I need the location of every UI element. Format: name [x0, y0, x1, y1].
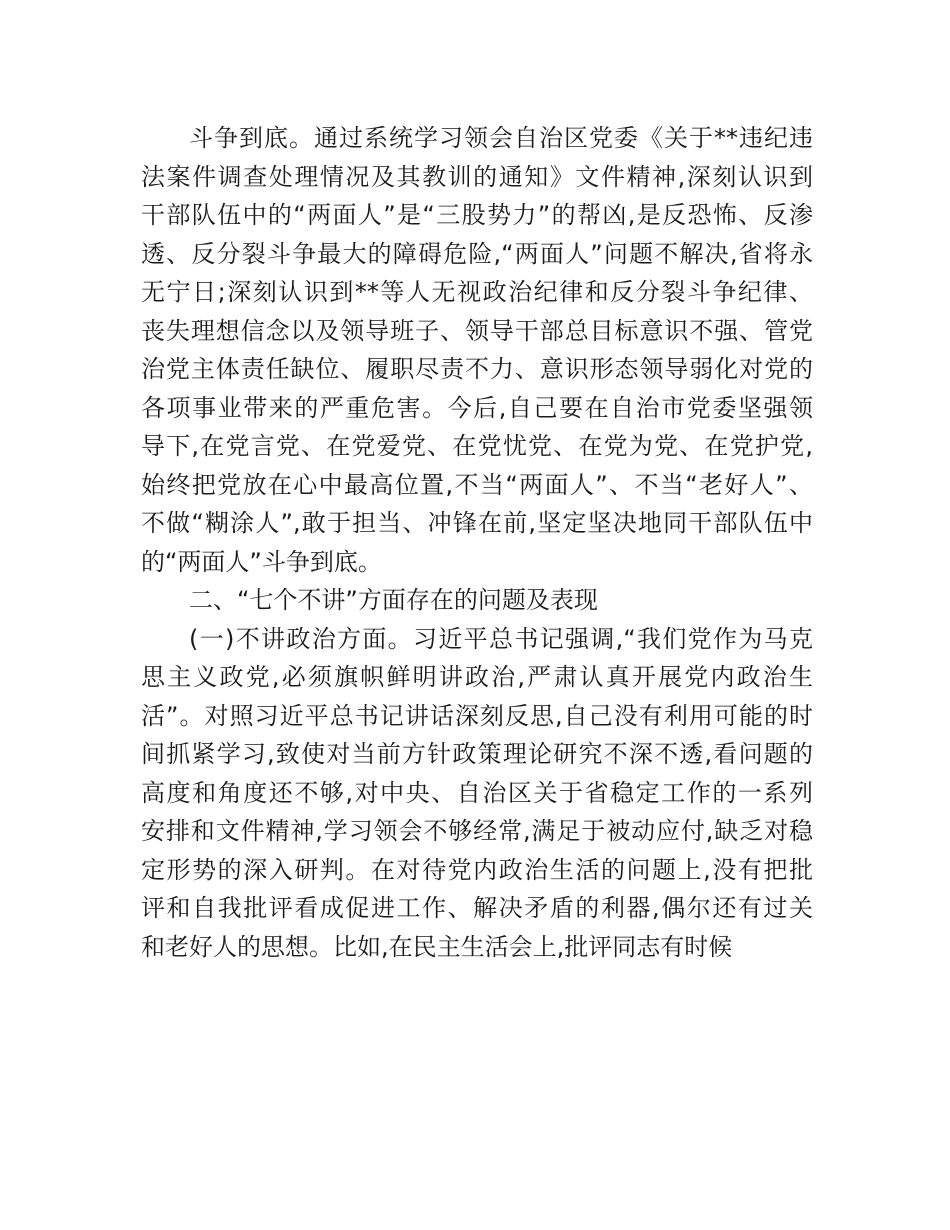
text-line: 定形势的深入研判。在对待党内政治生活的问题上,没有把批: [141, 855, 813, 884]
text-line: 干部队伍中的“两面人”是“三股势力”的帮凶,是反恐怖、反渗: [141, 201, 813, 229]
section-heading: [141, 581, 813, 620]
text-line: 治党主体责任缺位、履职尽责不力、意识形态领导弱化对党的: [141, 355, 813, 383]
text-line: 不做“糊涂人”,敢于担当、冲锋在前,坚定坚决地同干部队伍中: [141, 509, 813, 537]
text-line: 评和自我批评看成促进工作、解决矛盾的利器,偶尔还有过关: [141, 894, 813, 922]
paragraph-3: [141, 620, 813, 967]
text-line: 丧失理想信念以及领导班子、领导干部总目标意识不强、管党: [141, 316, 813, 345]
text-line: 法案件调查处理情况及其教训的通知》文件精神,深刻认识到: [141, 162, 813, 191]
text-line: 活”。对照习近平总书记讲话深刻反思,自己没有利用可能的时: [141, 701, 813, 730]
paragraph-1: [141, 119, 813, 581]
text-line: 和老好人的思想。比如,在民主生活会上,批评同志有时候: [141, 932, 733, 961]
text-line: 始终把党放在心中最高位置,不当“两面人”、不当“老好人”、: [141, 470, 813, 499]
document-body: [141, 119, 813, 966]
text-line: 高度和角度还不够,对中央、自治区关于省稳定工作的一系列: [141, 778, 813, 807]
text-line: 斗争到底。通过系统学习领会自治区党委《关于**违纪违: [189, 124, 813, 152]
text-line: 无宁日;深刻认识到**等人无视政治纪律和反分裂斗争纪律、: [141, 278, 813, 306]
text-line: 思主义政党,必须旗帜鲜明讲政治,严肃认真开展党内政治生: [141, 663, 813, 691]
text-line: 透、反分裂斗争最大的障碍危险,“两面人”问题不解决,省将永: [141, 239, 813, 268]
text-line: 间抓紧学习,致使对当前方针政策理论研究不深不透,看问题的: [141, 740, 813, 768]
heading-line: 二、“七个不讲”方面存在的问题及表现: [189, 586, 598, 614]
text-line: (一)不讲政治方面。习近平总书记强调,“我们党作为马克: [189, 624, 813, 653]
text-line: 安排和文件精神,学习领会不够经常,满足于被动应付,缺乏对稳: [141, 817, 813, 845]
text-line: 的“两面人”斗争到底。: [141, 547, 382, 576]
text-line: 各项事业带来的严重危害。今后,自己要在自治市党委坚强领: [141, 393, 813, 422]
text-line: 导下,在党言党、在党爱党、在党忧党、在党为党、在党护党,: [141, 432, 813, 460]
